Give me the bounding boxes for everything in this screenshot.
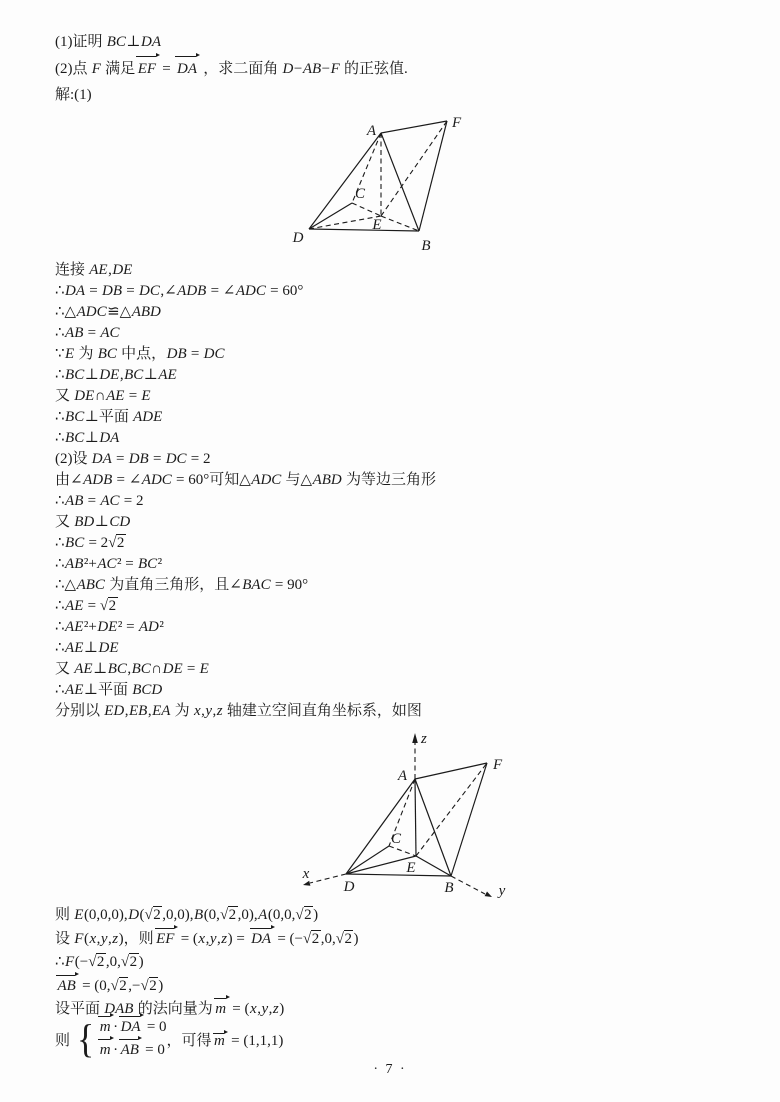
- figure2-solid-edges: [346, 763, 487, 876]
- edge-DA: [309, 133, 381, 229]
- edge-FB: [451, 763, 487, 876]
- page-number: · 7 ·: [373, 1062, 407, 1077]
- figure2-coordinate-tetrahedron: [290, 722, 510, 902]
- vertex-label-B: B: [421, 238, 431, 254]
- vertex-label-B: B: [444, 880, 454, 896]
- solution-line: ∴AB = AC: [55, 325, 120, 341]
- solution-line: ∴△ABC 为直角三角形，且∠BAC = 90°: [55, 577, 309, 593]
- system-rows: [97, 1016, 166, 1062]
- solution-line: ∴AE = √2: [55, 598, 117, 614]
- solution-line: ∴AE⊥DE: [55, 640, 119, 656]
- edge-DB: [346, 874, 451, 876]
- edge-AF: [415, 763, 487, 779]
- vertex-label-C: C: [390, 831, 402, 847]
- vertex-label-E: E: [406, 860, 416, 876]
- edge-EB: [381, 216, 419, 231]
- y-axis-label: y: [498, 883, 506, 899]
- vertex-label-A: A: [366, 123, 376, 139]
- y-axis-line: [451, 876, 485, 894]
- edge-CE: [352, 203, 381, 216]
- y-axis-arrowhead: [485, 892, 492, 898]
- edge-AE: [415, 779, 416, 856]
- solution-line: ∴AB = AC = 2: [55, 493, 144, 509]
- edge-AB: [415, 779, 451, 876]
- solution-line: ∴AE⊥平面 BCD: [55, 682, 163, 698]
- solution-line: 又 DE∩AE = E: [55, 388, 151, 404]
- z-axis-arrowhead: [412, 733, 418, 743]
- system-brace: {: [76, 1016, 95, 1061]
- solution-part2: [55, 904, 358, 1022]
- edge-DC: [346, 846, 389, 874]
- solution-line: ∴BC = 2√2: [55, 535, 125, 551]
- system-equation-2: m · AB = 0: [97, 1039, 166, 1062]
- solution-line: 连接 AE,DE: [55, 262, 133, 278]
- equation-system: [55, 1016, 283, 1062]
- figure2-labels: [302, 731, 506, 899]
- solution-part1: [55, 260, 436, 722]
- solution-line: 又 AE⊥BC,BC∩DE = E: [55, 661, 209, 677]
- solution-line: 由∠ADB = ∠ADC = 60°可知△ADC 与△ABD 为等边三角形: [55, 472, 437, 488]
- solution-line: ∴BC⊥DE,BC⊥AE: [55, 367, 177, 383]
- edge-AF: [381, 121, 447, 133]
- problem-line: (2)点 F 满足 EF = DA ，求二面角 D−AB−F 的正弦值.: [55, 56, 408, 83]
- x-axis-line: [310, 874, 346, 883]
- edge-AB: [381, 133, 419, 231]
- figure1-tetrahedron: [280, 108, 480, 258]
- edge-EF: [381, 121, 447, 216]
- solution-line: 设平面 DAB 的法向量为 m = (x,y,z): [55, 998, 358, 1022]
- vertex-label-F: F: [452, 115, 462, 131]
- solution-line: ∴BC⊥平面 ADE: [55, 409, 163, 425]
- solution-line: AB = (0,√2 ,−√2 ): [55, 975, 358, 999]
- solution-line: 又 BD⊥CD: [55, 514, 131, 530]
- solution-line: ∴AE²+DE² = AD²: [55, 619, 164, 635]
- solution-line: ∴BC⊥DA: [55, 430, 120, 446]
- edge-DB: [309, 229, 419, 231]
- solution-line: (2)设 DA = DB = DC = 2: [55, 451, 211, 467]
- vertex-label-C: C: [354, 186, 366, 202]
- edge-FB: [419, 121, 447, 231]
- edge-CE: [389, 846, 416, 856]
- system-suffix: ，可得 m = (1,1,1): [166, 1032, 284, 1049]
- figure2-dashed-edges: [310, 742, 487, 894]
- solution-line: ∴AB²+AC² = BC²: [55, 556, 163, 572]
- solution-line: 设 F(x,y,z)，则 EF = (x,y,z) = DA = (−√2 ,0,√2 ): [55, 928, 358, 952]
- vertex-label-D: D: [343, 879, 355, 895]
- z-axis-label: z: [421, 731, 427, 747]
- system-equation-1: m · DA = 0: [97, 1016, 166, 1039]
- vertex-label-E: E: [372, 217, 382, 233]
- problem-statement: [55, 29, 408, 109]
- solution-line: ∴F(−√2 ,0,√2 ): [55, 954, 144, 970]
- solution-line: 分别以 ED,EB,EA 为 x,y,z 轴建立空间直角坐标系，如图: [55, 703, 422, 719]
- edge-EB: [416, 856, 451, 876]
- edge-DA: [346, 779, 415, 874]
- solution-line: ∴DA = DB = DC,∠ADB = ∠ADC = 60°: [55, 283, 304, 299]
- x-axis-label: x: [302, 866, 310, 882]
- vertex-label-A: A: [397, 768, 407, 784]
- problem-line: (1)证明 BC⊥DA: [55, 34, 162, 50]
- axis-arrowheads: [303, 733, 492, 897]
- solution-line: 则 E(0,0,0),D(√2 ,0,0),B(0,√2 ,0),A(0,0,√2 ): [55, 907, 319, 923]
- problem-line: 解:(1): [55, 87, 92, 103]
- vertex-label-D: D: [292, 230, 304, 246]
- vertex-label-F: F: [493, 757, 503, 773]
- solution-line: ∵E 为 BC 中点，DB = DC: [55, 346, 225, 362]
- solution-line: ∴△ADC≌△ABD: [55, 304, 161, 320]
- system-prefix: 则: [55, 1032, 71, 1049]
